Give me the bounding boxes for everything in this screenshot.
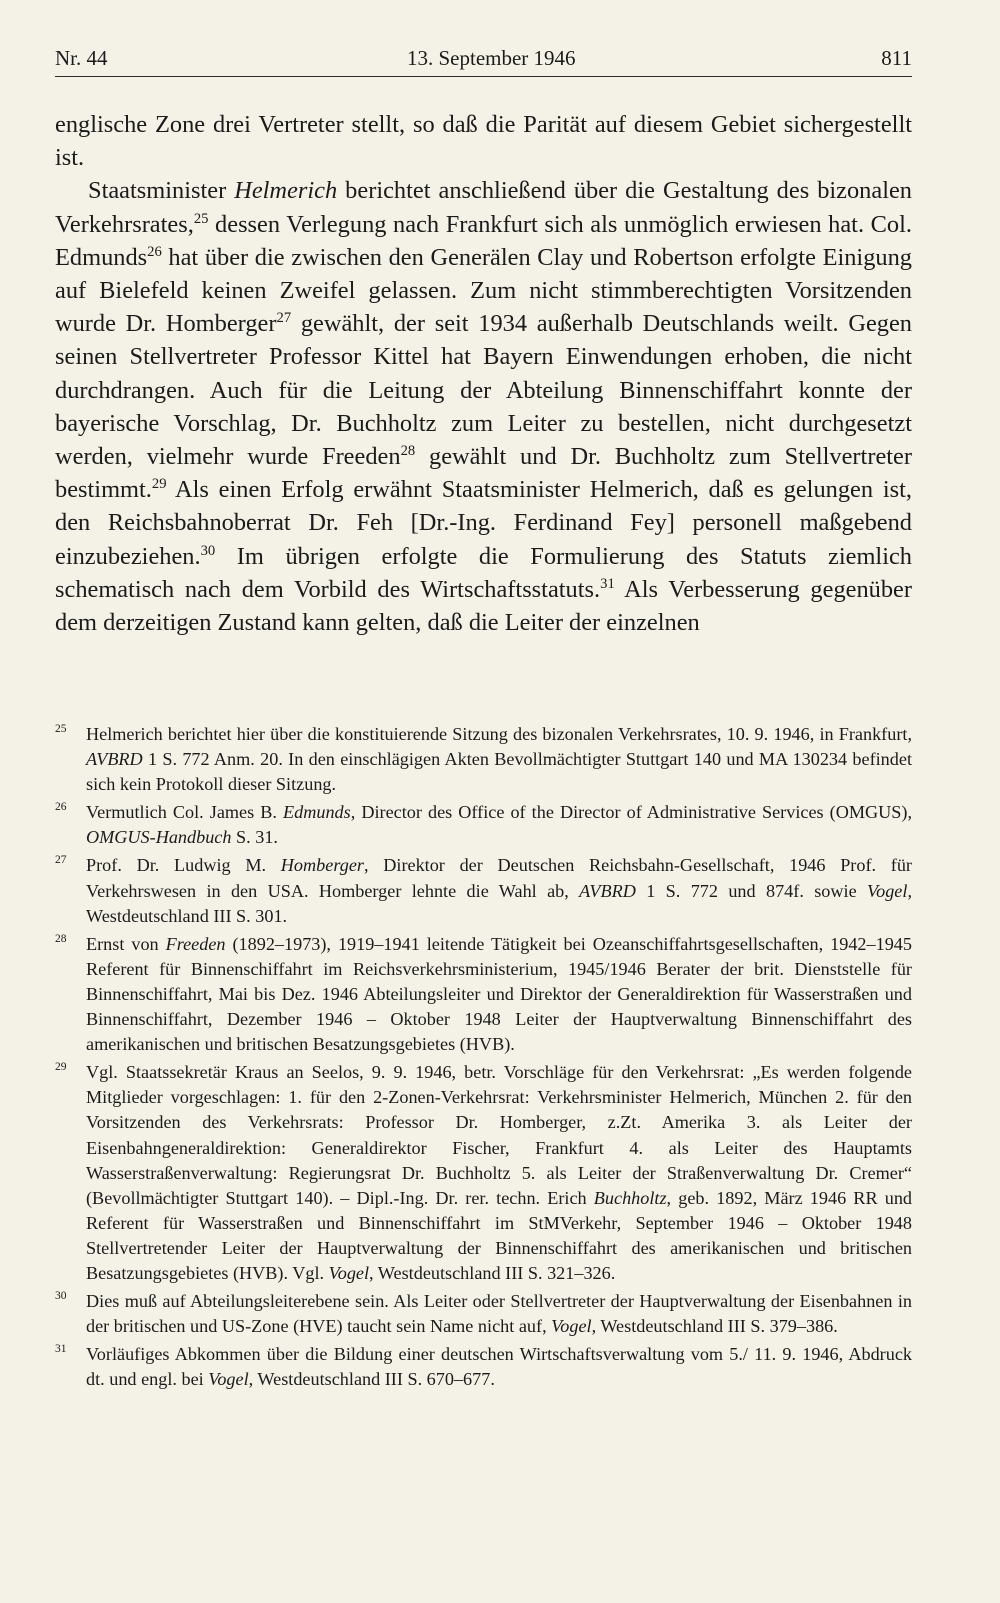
footnote-31 [55, 1342, 912, 1392]
footnote-number: 25 [55, 723, 67, 735]
text-run: S. 31. [231, 827, 278, 848]
italic-citation: AVBRD [579, 880, 636, 901]
italic-citation: Vogel [328, 1262, 370, 1283]
footnote-text [86, 800, 912, 850]
footnote-text [86, 1342, 912, 1392]
italic-name: Homberger [280, 855, 364, 876]
text-run: , geb. 1892, März 1946 RR und Referent für Wasserstraßen und Binnenschiffahrt im StMVerkehr, September 1946 – Oktober 1948 Stellvertretender Leiter der Hauptverwaltung der Binnenschiffahrt des amerikanischen und britischen Besatzungsgebietes (HVB). Vgl. [86, 1187, 913, 1283]
footnote-29 [55, 1060, 912, 1286]
text-run: gewählt und Dr. Buchholtz zum Stellvertreter bestimmt. [55, 443, 912, 504]
person-name-italic: Helmerich [234, 177, 338, 205]
text-run: 1 S. 772 und 874f. sowie [635, 880, 868, 901]
footnote-ref-27: 27 [276, 310, 292, 327]
text-run: Dies muß auf Abteilungsleiterebene sein. Als Leiter oder Stellvertreter der Hauptverwaltung der Eisenbahnen in der britischen und US-Zone (HVE) taucht sein Name nicht auf, [86, 1291, 912, 1337]
issue-number: Nr. 44 [55, 46, 108, 70]
footnote-number: 28 [55, 932, 67, 945]
footnote-ref-31: 31 [600, 575, 615, 592]
text-run: Im übrigen erfolgte die Formulierung des Statuts ziemlich schematisch nach dem Vorbild des Wirtschaftsstatuts. [55, 542, 912, 603]
italic-citation: Vogel [867, 880, 908, 901]
footnote-ref-28: 28 [400, 442, 416, 459]
footnotes [55, 722, 912, 1395]
italic-name: Edmunds [283, 802, 351, 823]
italic-name: Buchholtz [593, 1187, 667, 1208]
running-header [55, 44, 912, 77]
text-run: Als einen Erfolg erwähnt Staatsminister Helmerich, daß es gelungen ist, den Reichsbahnoberrat Dr. Feh [Dr.-Ing. Ferdinand Fey] personell maßgebend einzubeziehen. [55, 476, 912, 570]
footnote-number: 27 [55, 854, 67, 867]
footnote-number: 29 [55, 1061, 67, 1074]
footnote-ref-26: 26 [147, 243, 162, 260]
main-text [55, 108, 912, 639]
footnote-text [86, 853, 912, 928]
text-run: berichtet anschließend über die Gestaltung des bizonalen Verkehrsrates, [55, 177, 913, 238]
text-run: dessen Verlegung nach Frankfurt sich als unmöglich erwiesen hat. Col. Edmunds [55, 210, 912, 271]
text-run: , Westdeutschland III S. 321–326. [369, 1262, 616, 1283]
page-number: 811 [881, 46, 912, 70]
text-run: , Direktor der Deutschen Reichsbahn-Gesellschaft, 1946 Prof. für Verkehrswesen in den USA. Homberger lehnte die Wahl ab, [86, 855, 912, 901]
paragraph-continued: englische Zone drei Vertreter stellt, so daß die Parität auf diesem Gebiet sichergestellt ist. [55, 111, 912, 172]
text-run: Helmerich berichtet hier über die konstituierende Sitzung des bizonalen Verkehrsrates, 10. 9. 1946, in Frankfurt, [86, 724, 912, 744]
footnote-28 [55, 932, 912, 1057]
paragraph-helmerich-report [55, 174, 912, 639]
footnote-ref-30: 30 [200, 542, 216, 559]
text-run: , Westdeutschland III S. 670–677. [248, 1369, 495, 1390]
footnote-number: 30 [55, 1290, 67, 1303]
footnote-ref-29: 29 [151, 476, 167, 493]
header-date: 13. September 1946 [407, 46, 576, 70]
footnote-number: 26 [55, 801, 67, 814]
footnote-25 [55, 722, 912, 797]
footnote-27 [55, 853, 912, 928]
footnote-text [86, 1060, 912, 1286]
text-run: Vermutlich Col. James B. [86, 802, 284, 823]
text-run: Vgl. Staatssekretär Kraus an Seelos, 9. 9. 1946, betr. Vorschläge für den Verkehrsrat: „Es werden folgende Mitglieder vorgeschlagen: 1. für den 2-Zonen-Verkehrsrat: Verkehrsminister Helmerich, München 2. für den Vorsitzenden des Verkehrsrats: Professor Dr. Homberger, z.Zt. Amerika 3. als Leiter der Eisenbahngeneraldirektion: Generaldirektor Fischer, Frankfurt 4. als Leiter des Hauptamts Wasserstraßenverwaltung: Regierungsrat Dr. Buchholtz 5. als Leiter der Straßenverwaltung Dr. Cremer“ (Bevollmächtigter Stuttgart 140). – Dipl.-Ing. Dr. rer. techn. Erich [86, 1062, 912, 1208]
italic-citation: AVBRD [86, 749, 143, 770]
text-run: hat über die zwischen den Generälen Clay und Robertson erfolgte Einigung auf Bielefeld keinen Zweifel gelassen. Zum nicht stimmberechtigten Vorsitzenden wurde Dr. Homberger [55, 243, 912, 338]
italic-citation: Vogel [208, 1369, 249, 1390]
text-run: , Westdeutschland III S. 379–386. [591, 1316, 838, 1337]
text-run: (1892–1973), 1919–1941 leitende Tätigkeit bei Ozeanschiffahrtsgesellschaften, 1942–1945 Referent für Binnenschiffahrt im Reichsverkehrsministerium, 1945/1946 Berater der brit. Dienststelle für Binnenschiffahrt, Mai bis Dez. 1946 Abteilungsleiter und Direktor der Generaldirektion für Wasserstraßen und Binnenschiffahrt, Dezember 1946 – Oktober 1948 Leiter der Hauptverwaltung Binnenschiffahrt des amerikanischen und britischen Besatzungsgebietes (HVB). [86, 933, 912, 1055]
text-run: 1 S. 772 Anm. 20. In den einschlägigen Akten Bevollmächtigter Stuttgart 140 und MA 130234 befindet sich kein Protokoll dieser Sitzung. [86, 749, 912, 795]
footnote-number: 31 [55, 1343, 67, 1356]
text-run: Vorläufiges Abkommen über die Bildung einer deutschen Wirtschaftsverwaltung vom 5./ 11. 9. 1946, Abdruck dt. und engl. bei [86, 1344, 912, 1390]
italic-citation: Vogel [551, 1316, 592, 1337]
text-run: Prof. Dr. Ludwig M. [86, 855, 281, 876]
footnote-text [86, 1289, 912, 1339]
text-run: , Director des Office of the Director of Administrative Services (OMGUS), [350, 802, 913, 823]
footnote-26 [55, 800, 912, 850]
italic-citation: OMGUS-Handbuch [86, 827, 232, 848]
footnote-ref-25: 25 [193, 210, 209, 227]
text-run: Als Verbesserung gegenüber dem derzeitigen Zustand kann gelten, daß die Leiter der einzelnen [55, 575, 912, 637]
footnote-text [86, 722, 912, 797]
text-run: Ernst von [86, 933, 166, 954]
text-run: gewählt, der seit 1934 außerhalb Deutschlands weilt. Gegen seinen Stellvertreter Professor Kittel hat Bayern Einwendungen erhoben, die nicht durchdrangen. Auch für die Leitung der Abteilung Binnenschiffahrt konnte der bayerische Vorschlag, Dr. Buchholtz zum Leiter zu bestellen, nicht durchgesetzt werden, vielmehr wurde Freeden [55, 310, 912, 471]
footnote-text [86, 932, 912, 1057]
text-run: Staatsminister [88, 177, 235, 205]
italic-name: Freeden [165, 933, 226, 954]
text-run: , Westdeutschland III S. 301. [86, 880, 912, 926]
footnote-30 [55, 1289, 912, 1339]
